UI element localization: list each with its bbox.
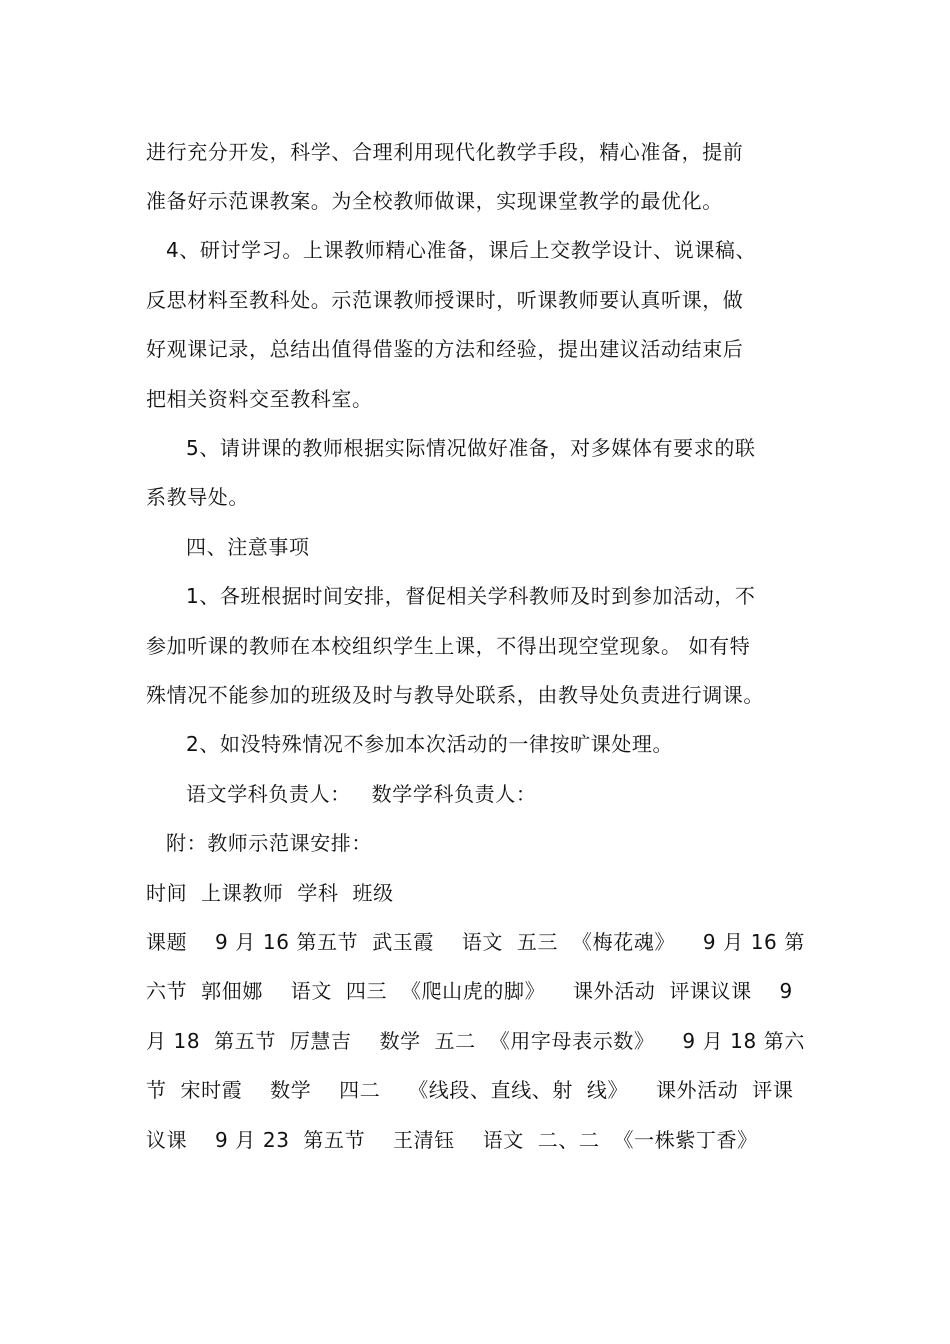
paragraph-line: 把相关资料交至教科室。 [146, 387, 373, 411]
paragraph-line: 2、如没特殊情况不参加本次活动的一律按旷课处理。 [186, 732, 674, 756]
paragraph-line: 4、研讨学习。上课教师精心准备，课后上交教学设计、说课稿、 [166, 238, 757, 262]
schedule-line: 议课 9 月 23 第五节 王清钰 语文 二、二 《一株紫丁香》 [146, 1128, 758, 1152]
paragraph-line: 进行充分开发，科学、合理利用现代化教学手段，精心准备，提前 [146, 140, 744, 164]
schedule-line: 节 宋时霞 数学 四二 《线段、直线、射 线》 课外活动 评课 [146, 1078, 794, 1102]
schedule-line: 六节 郭佃娜 语文 四三 《爬山虎的脚》 课外活动 评课议课 9 [146, 979, 793, 1003]
paragraph-line: 参加听课的教师在本校组织学生上课，不得出现空堂现象。 如有特 [146, 634, 751, 658]
paragraph-line: 反思材料至教科处。示范课教师授课时，听课教师要认真听课，做 [146, 288, 744, 312]
paragraph-line: 好观课记录，总结出值得借鉴的方法和经验，提出建议活动结束后 [146, 337, 744, 361]
section-heading: 四、注意事项 [186, 535, 310, 559]
paragraph-line: 5、请讲课的教师根据实际情况做好准备，对多媒体有要求的联 [186, 436, 756, 460]
appendix-title: 附：教师示范课安排： [166, 831, 372, 855]
schedule-line: 月 18 第五节 厉慧吉 数学 五二 《用字母表示数》 9 月 18 第六 [146, 1029, 805, 1053]
paragraph-line: 殊情况不能参加的班级及时与教导处联系，由教导处负责进行调课。 [146, 683, 764, 707]
paragraph-line: 准备好示范课教案。为全校教师做课，实现课堂教学的最优化。 [146, 189, 723, 213]
schedule-header: 时间 上课教师 学科 班级 [146, 881, 394, 905]
schedule-line: 课题 9 月 16 第五节 武玉霞 语文 五三 《梅花魂》 9 月 16 第 [146, 930, 805, 954]
paragraph-line: 1、各班根据时间安排，督促相关学科教师及时到参加活动，不 [186, 584, 756, 608]
responsible-persons: 语文学科负责人： 数学学科负责人： [186, 782, 537, 806]
paragraph-line: 系教导处。 [146, 485, 249, 509]
